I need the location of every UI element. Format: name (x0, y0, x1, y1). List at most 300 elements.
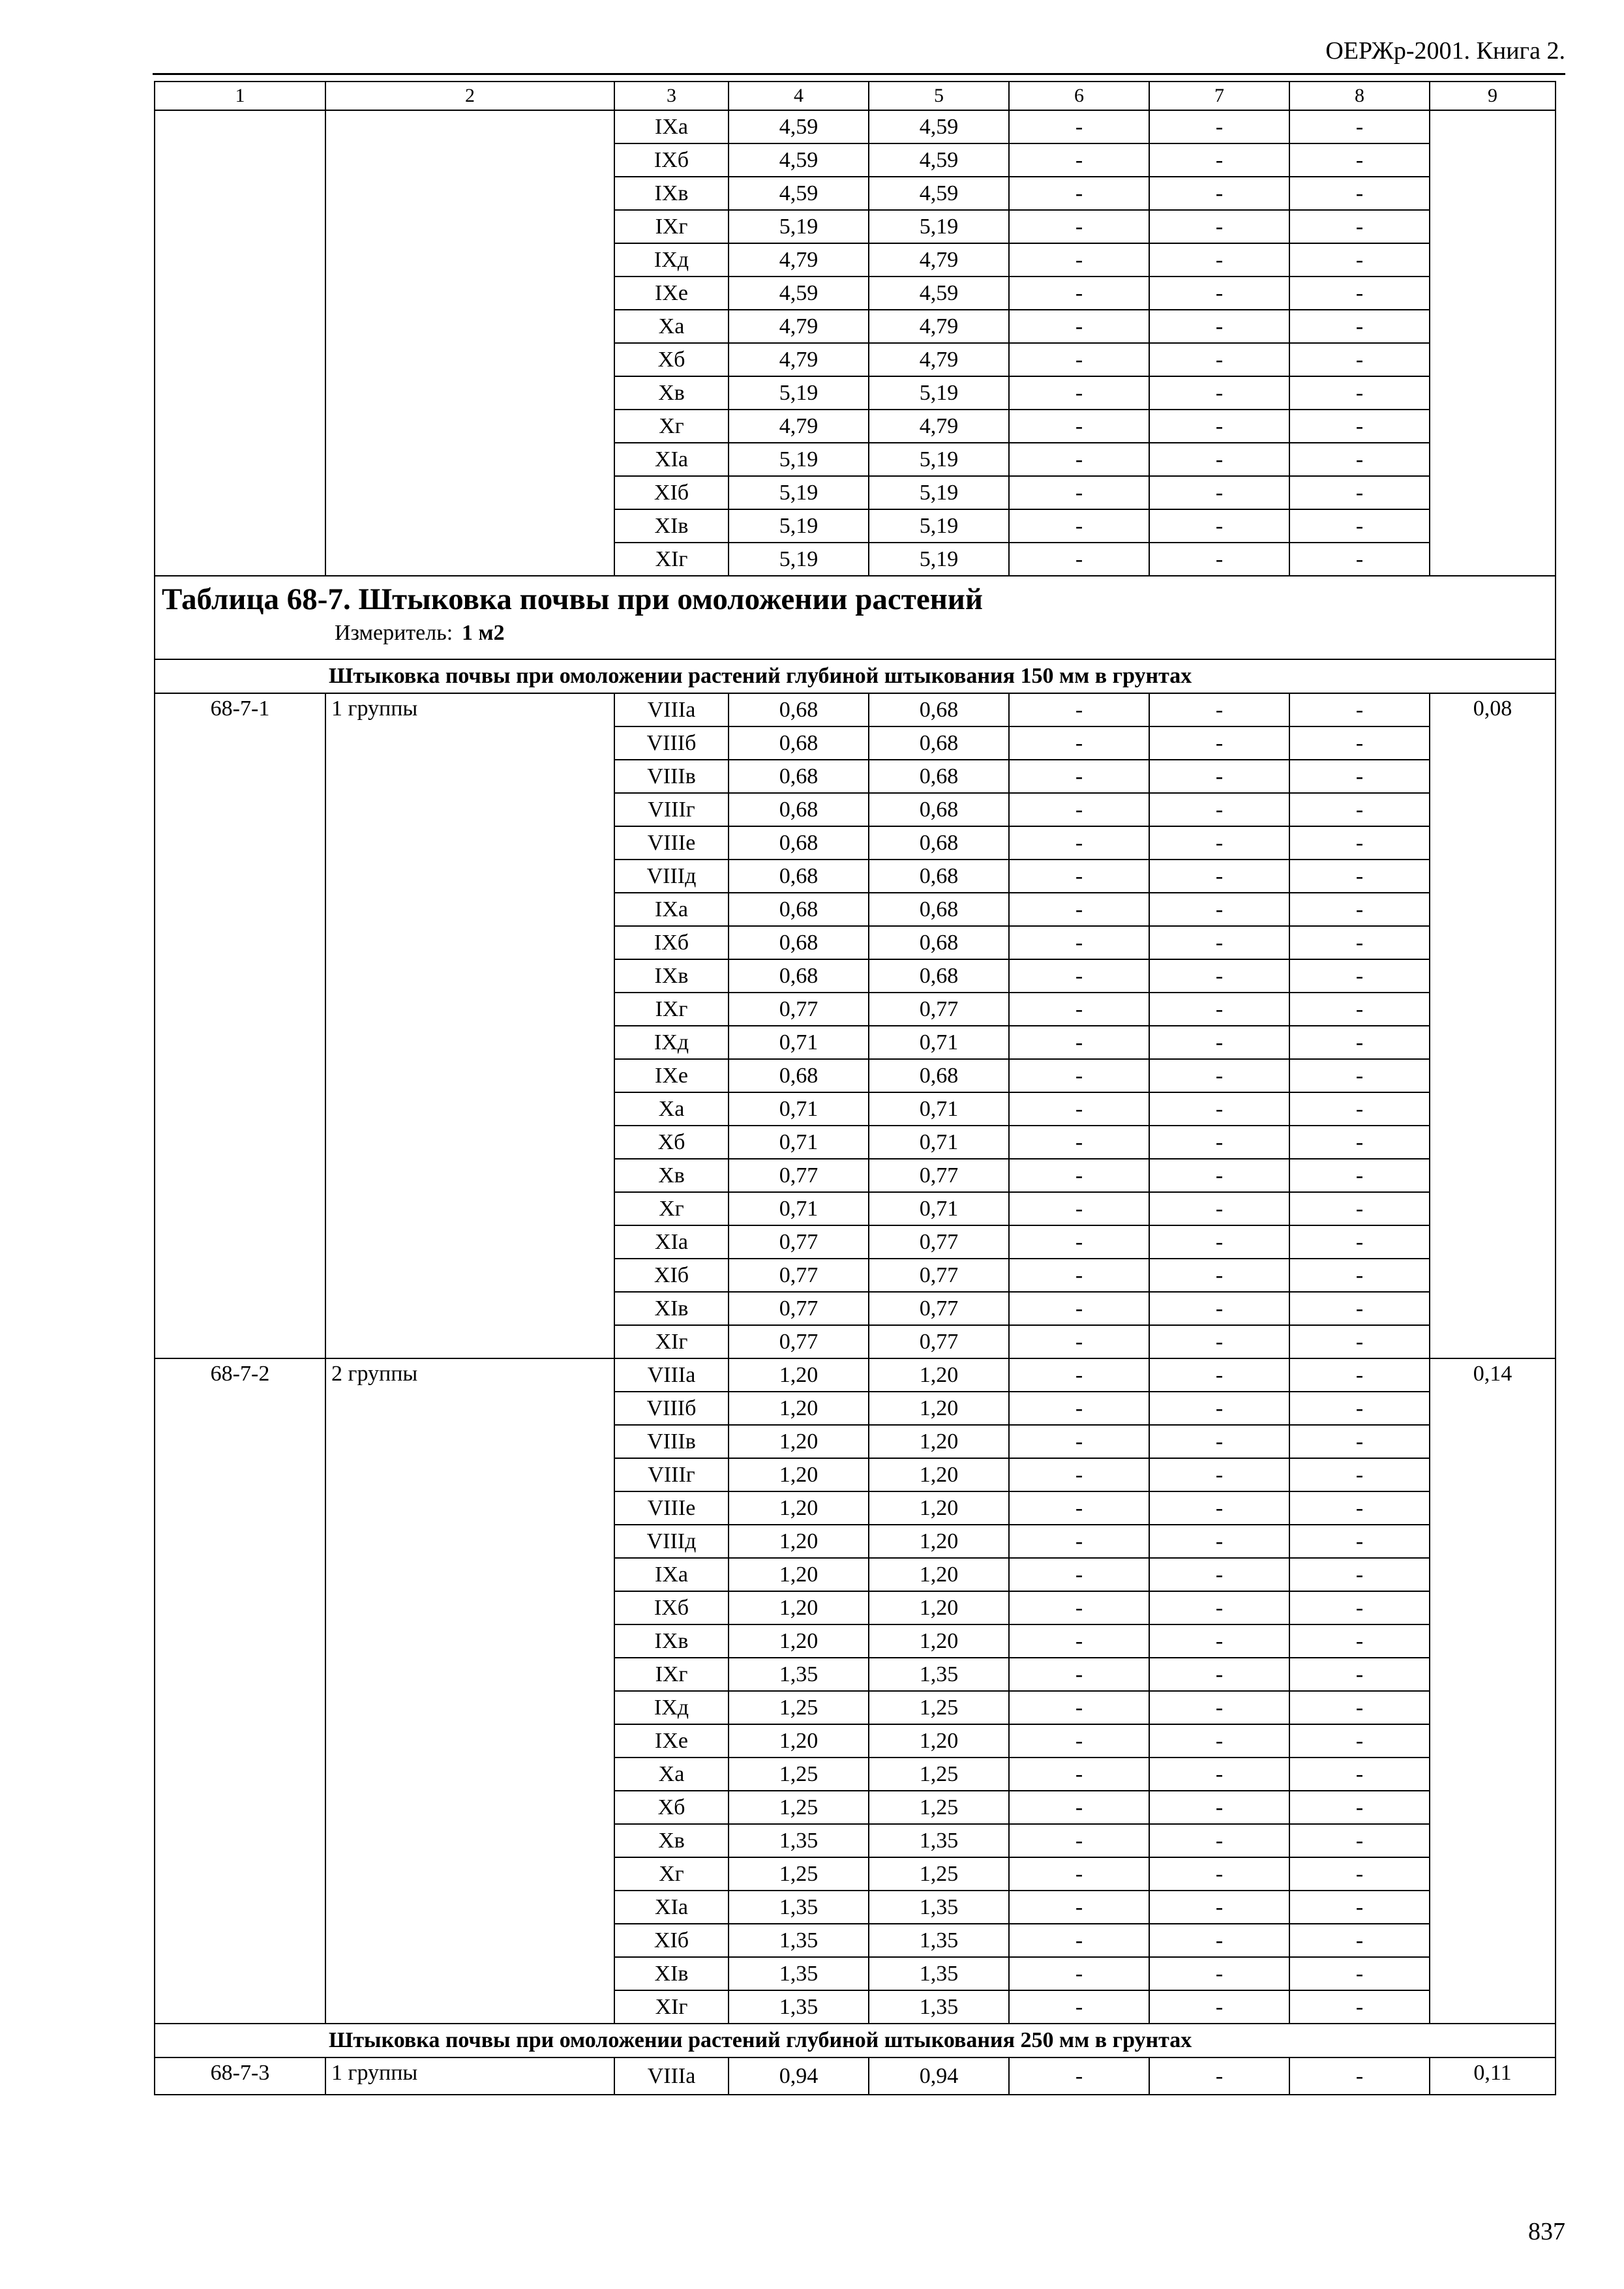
value-cell: - (1149, 693, 1289, 726)
value-cell: XIб (614, 1259, 729, 1292)
value-cell: VIIIа (614, 693, 729, 726)
value-cell: 5,19 (869, 210, 1009, 243)
value-cell: 1,20 (729, 1591, 869, 1624)
value-cell: - (1009, 1491, 1149, 1525)
value-cell: 1,35 (869, 1957, 1009, 1990)
value-cell: 4,79 (729, 343, 869, 376)
value-cell: - (1289, 1857, 1430, 1891)
value-cell: 0,71 (869, 1092, 1009, 1126)
value-cell: - (1149, 1458, 1289, 1491)
value-cell: 4,79 (729, 243, 869, 277)
running-header: ОЕРЖр-2001. Книга 2. (1325, 37, 1565, 65)
value-cell: Xа (614, 310, 729, 343)
value-cell: 1,20 (729, 1525, 869, 1558)
value-cell: - (1009, 1924, 1149, 1957)
value-cell: - (1009, 1791, 1149, 1824)
value-cell: 0,68 (729, 926, 869, 959)
value-cell: - (1289, 1791, 1430, 1824)
value-cell: 4,59 (729, 177, 869, 210)
value-cell: - (1009, 1192, 1149, 1225)
value-cell: IXа (614, 893, 729, 926)
value-cell: Xг (614, 1192, 729, 1225)
value-cell: - (1149, 2057, 1289, 2095)
value-cell: - (1289, 376, 1430, 410)
value-cell: 0,77 (729, 993, 869, 1026)
value-cell: 4,59 (729, 277, 869, 310)
value-cell: VIIIа (614, 1358, 729, 1392)
table-title-row (155, 576, 1556, 659)
value-cell: 1,20 (869, 1458, 1009, 1491)
value-cell: - (1149, 1558, 1289, 1591)
value-cell: 0,68 (729, 893, 869, 926)
value-cell: - (1009, 1026, 1149, 1059)
value-cell: - (1289, 1924, 1430, 1957)
value-cell: 4,59 (869, 143, 1009, 177)
value-cell: 4,79 (869, 310, 1009, 343)
value-cell: IXб (614, 143, 729, 177)
value-cell: 1,20 (729, 1392, 869, 1425)
value-cell: Xг (614, 410, 729, 443)
value-cell: - (1149, 1092, 1289, 1126)
value-cell: - (1009, 1857, 1149, 1891)
value-cell: 0,77 (869, 1259, 1009, 1292)
column-number: 3 (614, 82, 729, 110)
value-cell: - (1289, 1824, 1430, 1857)
value-cell: 0,68 (729, 959, 869, 993)
value-cell: - (1009, 1691, 1149, 1724)
value-cell: 1,20 (869, 1525, 1009, 1558)
value-cell: 0,68 (729, 726, 869, 760)
value-cell: 1,20 (729, 1624, 869, 1658)
value-cell: - (1009, 1624, 1149, 1658)
value-cell: - (1009, 893, 1149, 926)
value-cell: VIIIг (614, 1458, 729, 1491)
value-cell: - (1009, 310, 1149, 343)
value-cell: VIIIг (614, 793, 729, 826)
value-cell: - (1289, 277, 1430, 310)
value-cell: - (1149, 1392, 1289, 1425)
table-row (155, 693, 1556, 726)
value-cell: - (1009, 793, 1149, 826)
value-cell: 1,35 (869, 1824, 1009, 1857)
value-cell: 4,79 (729, 410, 869, 443)
value-cell: - (1009, 110, 1149, 143)
value-cell: - (1289, 1691, 1430, 1724)
value-cell: VIIIд (614, 860, 729, 893)
value-cell: - (1289, 893, 1430, 926)
value-cell: 5,19 (729, 476, 869, 509)
value-cell: - (1009, 1325, 1149, 1358)
value-cell: VIIIб (614, 726, 729, 760)
value-cell: 5,19 (869, 376, 1009, 410)
value-cell: - (1009, 1292, 1149, 1325)
value-cell: 0,71 (729, 1026, 869, 1059)
value-cell: 1,35 (729, 1824, 869, 1857)
value-cell: - (1149, 1425, 1289, 1458)
value-cell: - (1009, 926, 1149, 959)
value-cell: 0,68 (869, 959, 1009, 993)
value-cell: 1,35 (869, 1658, 1009, 1691)
value-cell: 0,77 (729, 1292, 869, 1325)
value-cell: 0,68 (869, 1059, 1009, 1092)
value-cell: - (1009, 2057, 1149, 2095)
value-cell: 0,77 (729, 1325, 869, 1358)
value-cell: VIIIв (614, 760, 729, 793)
value-cell: - (1289, 243, 1430, 277)
value-cell: - (1289, 1724, 1430, 1758)
value-cell: - (1009, 1425, 1149, 1458)
coefficient-cell: 0,08 (1430, 693, 1556, 1358)
value-cell: IXд (614, 1691, 729, 1724)
value-cell: - (1289, 693, 1430, 726)
value-cell: - (1149, 1491, 1289, 1525)
value-cell: Xб (614, 1791, 729, 1824)
description-cell: 1 группы (325, 693, 614, 1358)
value-cell: 1,20 (869, 1558, 1009, 1591)
value-cell: 1,20 (869, 1724, 1009, 1758)
value-cell: 0,94 (869, 2057, 1009, 2095)
value-cell: - (1009, 1658, 1149, 1691)
value-cell: 0,68 (729, 860, 869, 893)
value-cell: VIIIе (614, 1491, 729, 1525)
value-cell: - (1009, 143, 1149, 177)
value-cell: 1,20 (869, 1624, 1009, 1658)
meter-unit: 1 м2 (462, 621, 505, 646)
value-cell: 0,68 (869, 893, 1009, 926)
value-cell: - (1289, 1758, 1430, 1791)
value-cell: Xа (614, 1758, 729, 1791)
value-cell: - (1149, 1824, 1289, 1857)
value-cell: - (1149, 926, 1289, 959)
value-cell: IXа (614, 110, 729, 143)
value-cell: IXв (614, 959, 729, 993)
value-cell: - (1149, 110, 1289, 143)
value-cell: 1,20 (729, 1558, 869, 1591)
value-cell: - (1149, 760, 1289, 793)
value-cell: Xг (614, 1857, 729, 1891)
value-cell: 1,20 (729, 1724, 869, 1758)
value-cell: IXг (614, 1658, 729, 1691)
value-cell: 5,19 (729, 543, 869, 576)
value-cell: 4,79 (869, 343, 1009, 376)
value-cell: 0,77 (729, 1159, 869, 1192)
value-cell: - (1149, 1857, 1289, 1891)
value-cell: - (1009, 410, 1149, 443)
value-cell: - (1149, 1591, 1289, 1624)
value-cell: 1,35 (729, 1891, 869, 1924)
column-number: 9 (1430, 82, 1556, 110)
value-cell: - (1149, 1724, 1289, 1758)
value-cell: - (1149, 509, 1289, 543)
value-cell: 4,79 (869, 243, 1009, 277)
value-cell: 1,20 (729, 1491, 869, 1525)
value-cell: - (1009, 1558, 1149, 1591)
value-cell: 0,68 (869, 760, 1009, 793)
value-cell: - (1289, 1325, 1430, 1358)
value-cell: - (1149, 277, 1289, 310)
value-cell: - (1149, 1159, 1289, 1192)
value-cell: 1,35 (729, 1957, 869, 1990)
section-heading: Штыковка почвы при омоложении растений глубиной штыкования 150 мм в грунтах (155, 659, 1556, 693)
value-cell: - (1149, 1358, 1289, 1392)
value-cell: - (1009, 860, 1149, 893)
value-cell: - (1009, 1259, 1149, 1292)
value-cell: - (1149, 1691, 1289, 1724)
meter-label: Измеритель: (335, 621, 453, 646)
value-cell: - (1149, 443, 1289, 476)
value-cell: - (1149, 1758, 1289, 1791)
value-cell: - (1289, 1425, 1430, 1458)
column-number-row (155, 82, 1556, 110)
value-cell: 0,68 (869, 826, 1009, 860)
value-cell: - (1289, 143, 1430, 177)
value-cell: - (1289, 1225, 1430, 1259)
value-cell: 0,77 (729, 1225, 869, 1259)
value-cell: - (1009, 1957, 1149, 1990)
code-cell: 68-7-1 (155, 693, 325, 1358)
value-cell: 1,20 (869, 1425, 1009, 1458)
value-cell: XIа (614, 1225, 729, 1259)
value-cell: 4,59 (869, 177, 1009, 210)
value-cell: - (1289, 543, 1430, 576)
value-cell: - (1149, 177, 1289, 210)
value-cell: 0,71 (729, 1092, 869, 1126)
value-cell: Xб (614, 1126, 729, 1159)
value-cell: - (1009, 1059, 1149, 1092)
value-cell: - (1009, 1591, 1149, 1624)
value-cell: - (1009, 993, 1149, 1026)
value-cell: - (1149, 1891, 1289, 1924)
value-cell: 1,25 (729, 1758, 869, 1791)
value-cell: - (1289, 509, 1430, 543)
value-cell: - (1149, 343, 1289, 376)
value-cell: - (1289, 1624, 1430, 1658)
value-cell: XIг (614, 1990, 729, 2024)
header-rule (153, 73, 1565, 75)
value-cell: 1,25 (729, 1691, 869, 1724)
value-cell: - (1289, 1292, 1430, 1325)
value-cell: - (1289, 1392, 1430, 1425)
value-cell: - (1289, 310, 1430, 343)
value-cell: - (1289, 2057, 1430, 2095)
value-cell: 1,35 (869, 1990, 1009, 2024)
value-cell: - (1289, 826, 1430, 860)
value-cell: - (1009, 1525, 1149, 1558)
value-cell: XIб (614, 1924, 729, 1957)
value-cell: IXе (614, 277, 729, 310)
value-cell: VIIIа (614, 2057, 729, 2095)
value-cell: - (1289, 210, 1430, 243)
value-cell: 5,19 (729, 376, 869, 410)
value-cell: Xв (614, 1824, 729, 1857)
table-title-cell (155, 576, 1556, 659)
value-cell: 1,20 (729, 1358, 869, 1392)
value-cell: 1,35 (729, 1658, 869, 1691)
value-cell: 1,35 (869, 1924, 1009, 1957)
value-cell: - (1289, 1591, 1430, 1624)
value-cell: IXе (614, 1059, 729, 1092)
value-cell: XIг (614, 1325, 729, 1358)
table-row (155, 1358, 1556, 1392)
value-cell: IXг (614, 210, 729, 243)
value-cell: - (1289, 476, 1430, 509)
table-row (155, 2057, 1556, 2095)
value-cell: - (1009, 476, 1149, 509)
value-cell: 1,25 (729, 1791, 869, 1824)
value-cell: - (1149, 1259, 1289, 1292)
value-cell: - (1149, 1292, 1289, 1325)
value-cell: 4,59 (869, 110, 1009, 143)
value-cell: - (1009, 1891, 1149, 1924)
value-cell: IXа (614, 1558, 729, 1591)
value-cell: - (1149, 860, 1289, 893)
value-cell: 0,71 (729, 1192, 869, 1225)
value-cell: 4,59 (729, 110, 869, 143)
value-cell: XIа (614, 443, 729, 476)
value-cell: 1,20 (869, 1392, 1009, 1425)
page-number: 837 (1528, 2218, 1565, 2245)
code-cell (155, 110, 325, 576)
value-cell: XIг (614, 543, 729, 576)
value-cell: - (1289, 1358, 1430, 1392)
value-cell: - (1009, 1225, 1149, 1259)
value-cell: 0,68 (729, 693, 869, 726)
value-cell: 0,68 (729, 793, 869, 826)
value-cell: 5,19 (869, 476, 1009, 509)
value-cell: - (1149, 1059, 1289, 1092)
value-cell: 1,25 (869, 1791, 1009, 1824)
value-cell: - (1289, 1159, 1430, 1192)
value-cell: - (1289, 443, 1430, 476)
value-cell: - (1149, 1990, 1289, 2024)
value-cell: 0,68 (729, 826, 869, 860)
value-cell: - (1009, 826, 1149, 860)
value-cell: - (1009, 1126, 1149, 1159)
value-cell: 1,20 (729, 1458, 869, 1491)
value-cell: 0,71 (869, 1192, 1009, 1225)
value-cell: - (1149, 1192, 1289, 1225)
value-cell: XIа (614, 1891, 729, 1924)
value-cell: - (1009, 1092, 1149, 1126)
value-cell: - (1289, 1957, 1430, 1990)
column-number: 2 (325, 82, 614, 110)
value-cell: VIIIд (614, 1525, 729, 1558)
value-cell: - (1289, 760, 1430, 793)
value-cell: VIIIв (614, 1425, 729, 1458)
value-cell: - (1009, 210, 1149, 243)
value-cell: - (1009, 543, 1149, 576)
value-cell: 1,25 (869, 1857, 1009, 1891)
table-title: Таблица 68-7. Штыковка почвы при омоложении растений (162, 582, 983, 616)
value-cell: - (1009, 376, 1149, 410)
value-cell: - (1289, 1658, 1430, 1691)
rates-table-body (155, 82, 1556, 2095)
value-cell: - (1009, 509, 1149, 543)
section-heading-row (155, 2024, 1556, 2057)
value-cell: - (1289, 860, 1430, 893)
value-cell: IXг (614, 993, 729, 1026)
value-cell: 1,25 (729, 1857, 869, 1891)
coefficient-cell (1430, 110, 1556, 576)
value-cell: IXв (614, 177, 729, 210)
value-cell: - (1009, 1724, 1149, 1758)
value-cell: - (1289, 1558, 1430, 1591)
rates-table (154, 81, 1556, 2095)
value-cell: - (1289, 993, 1430, 1026)
value-cell: 5,19 (729, 443, 869, 476)
value-cell: - (1289, 793, 1430, 826)
value-cell: 1,25 (869, 1758, 1009, 1791)
value-cell: - (1289, 410, 1430, 443)
value-cell: - (1149, 1525, 1289, 1558)
value-cell: - (1149, 1924, 1289, 1957)
code-cell: 68-7-3 (155, 2057, 325, 2095)
value-cell: 0,68 (869, 726, 1009, 760)
value-cell: - (1009, 177, 1149, 210)
value-cell: VIIIб (614, 1392, 729, 1425)
value-cell: 1,20 (869, 1591, 1009, 1624)
value-cell: - (1009, 1990, 1149, 2024)
value-cell: IXе (614, 1724, 729, 1758)
value-cell: 1,20 (869, 1491, 1009, 1525)
value-cell: - (1289, 1891, 1430, 1924)
value-cell: - (1149, 1225, 1289, 1259)
value-cell: 0,71 (729, 1126, 869, 1159)
value-cell: - (1149, 1791, 1289, 1824)
coefficient-cell: 0,14 (1430, 1358, 1556, 2024)
value-cell: - (1289, 726, 1430, 760)
value-cell: - (1149, 1624, 1289, 1658)
value-cell: - (1009, 443, 1149, 476)
value-cell: - (1289, 959, 1430, 993)
value-cell: - (1009, 693, 1149, 726)
value-cell: 1,25 (869, 1691, 1009, 1724)
value-cell: 0,77 (729, 1259, 869, 1292)
value-cell: 0,68 (869, 793, 1009, 826)
value-cell: - (1289, 343, 1430, 376)
value-cell: Xв (614, 1159, 729, 1192)
value-cell: - (1149, 543, 1289, 576)
value-cell: 1,35 (869, 1891, 1009, 1924)
value-cell: - (1289, 1491, 1430, 1525)
value-cell: 0,94 (729, 2057, 869, 2095)
value-cell: - (1009, 1758, 1149, 1791)
value-cell: - (1149, 410, 1289, 443)
value-cell: - (1009, 959, 1149, 993)
value-cell: - (1289, 1259, 1430, 1292)
value-cell: - (1009, 760, 1149, 793)
description-cell: 2 группы (325, 1358, 614, 2024)
code-cell: 68-7-2 (155, 1358, 325, 2024)
value-cell: - (1149, 993, 1289, 1026)
value-cell: IXд (614, 1026, 729, 1059)
value-cell: 0,77 (869, 993, 1009, 1026)
value-cell: - (1289, 177, 1430, 210)
value-cell: 1,35 (729, 1924, 869, 1957)
value-cell: Xв (614, 376, 729, 410)
column-number: 8 (1289, 82, 1430, 110)
value-cell: Xб (614, 343, 729, 376)
column-number: 1 (155, 82, 325, 110)
value-cell: - (1149, 793, 1289, 826)
value-cell: - (1289, 1525, 1430, 1558)
value-cell: - (1149, 1325, 1289, 1358)
description-cell (325, 110, 614, 576)
value-cell: IXб (614, 926, 729, 959)
value-cell: - (1289, 1059, 1430, 1092)
column-number: 7 (1149, 82, 1289, 110)
value-cell: 0,71 (869, 1126, 1009, 1159)
